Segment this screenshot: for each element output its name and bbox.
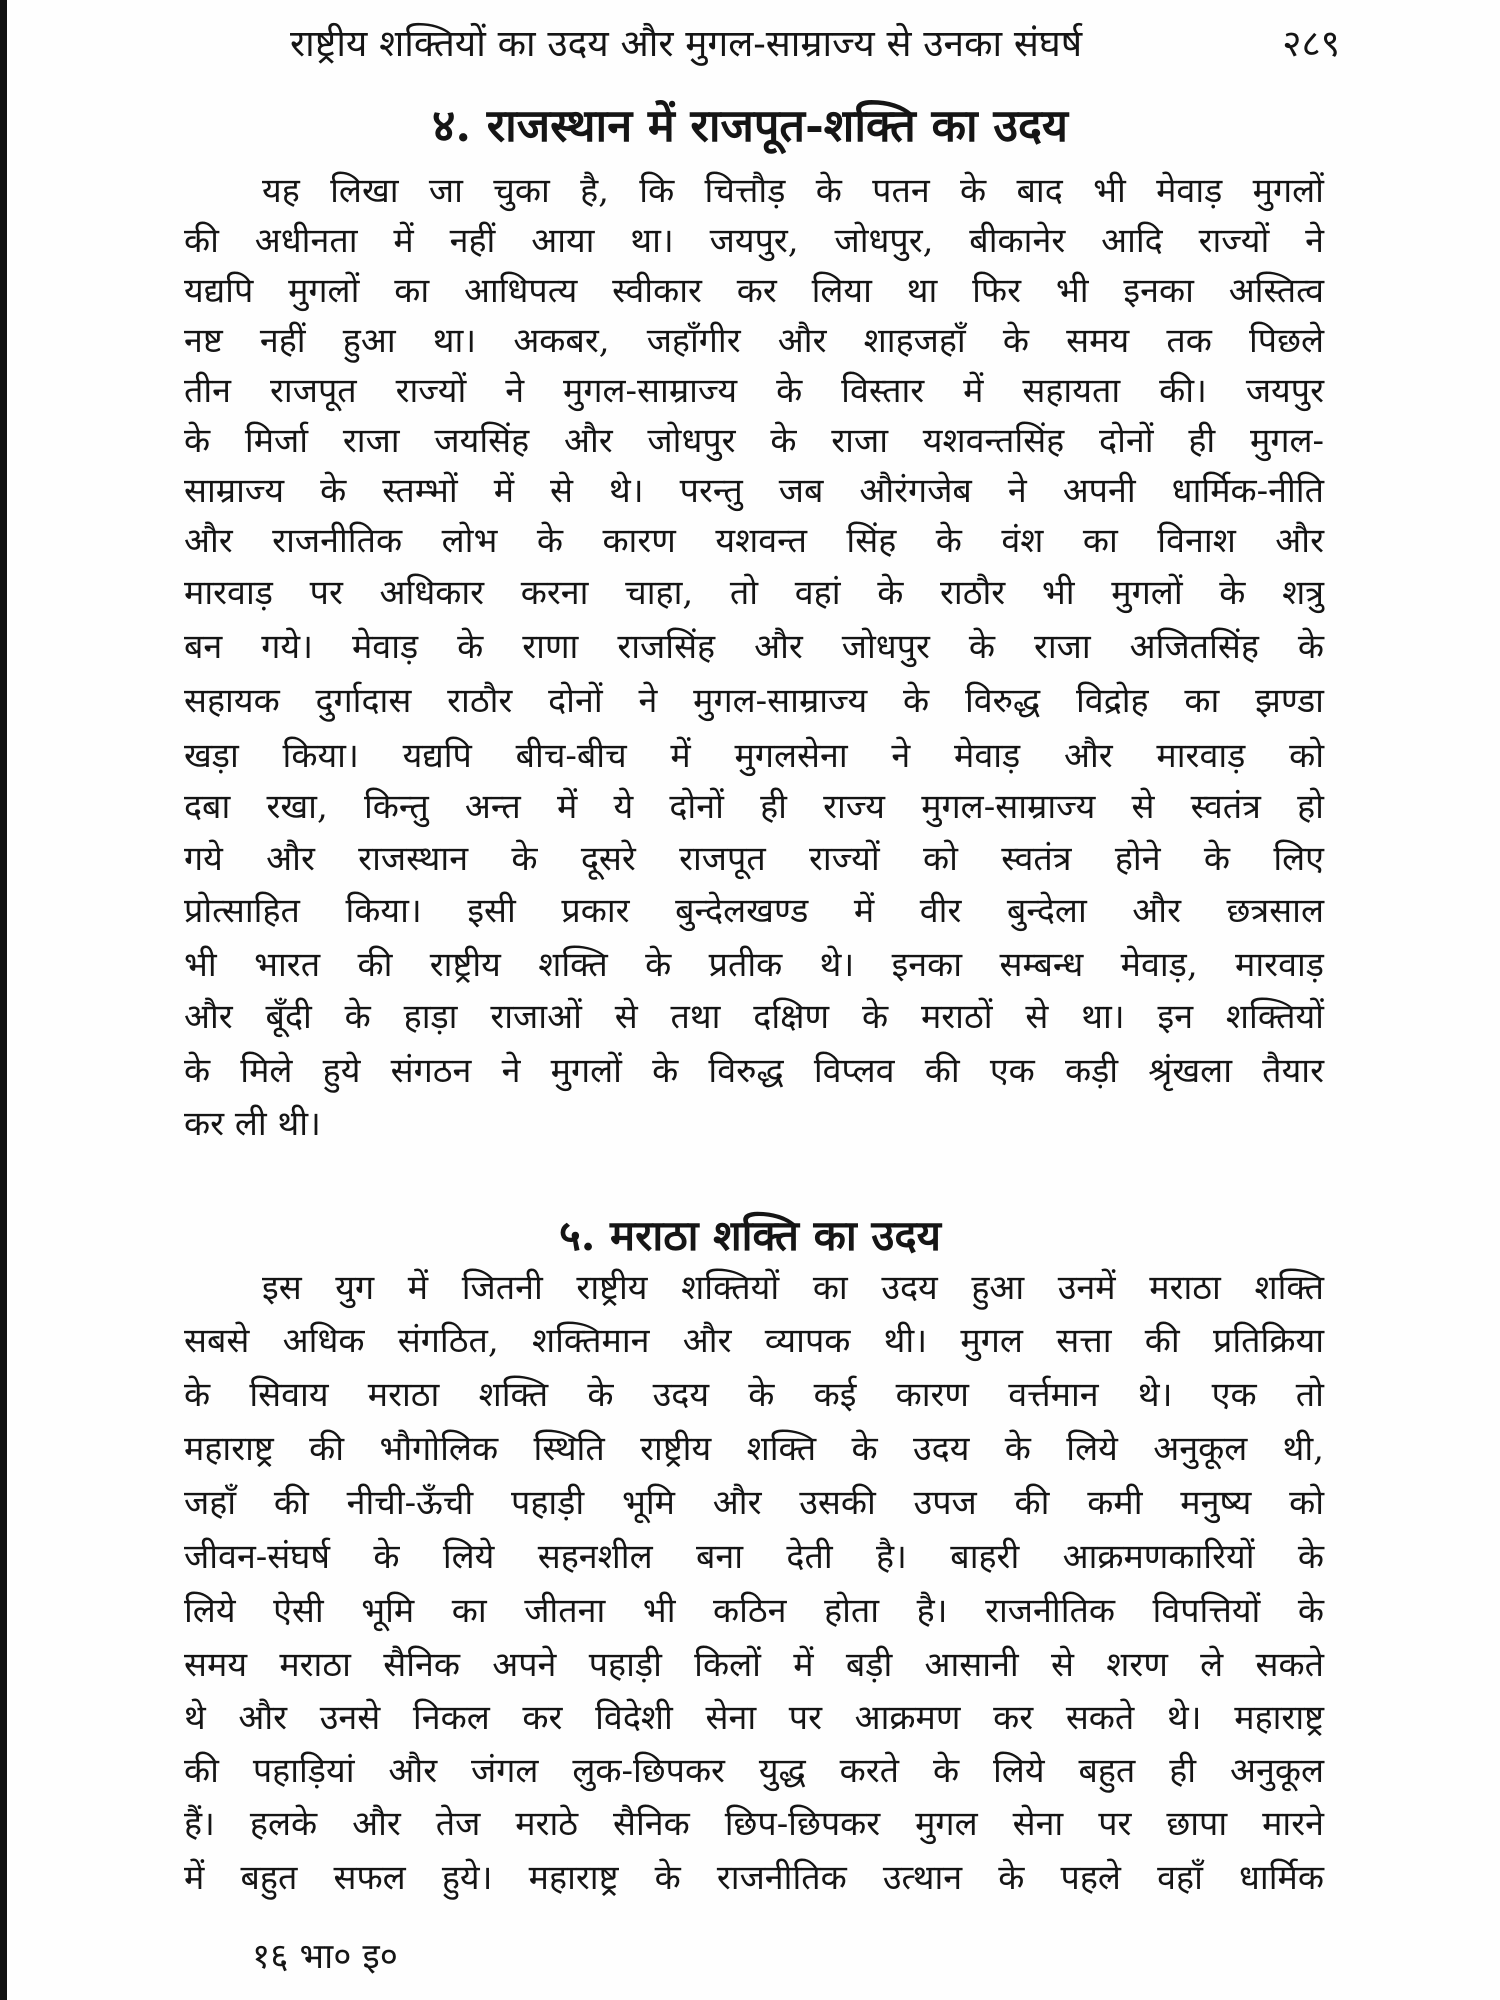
paragraph-line: लिये ऐसी भूमि का जीतना भी कठिन होता है। राजनीतिक विपत्तियों के xyxy=(184,1591,1324,1631)
paragraph-line: जहाँ की नीची-ऊँची पहाड़ी भूमि और उसकी उपज की कमी मनुष्य को xyxy=(184,1483,1324,1523)
paragraph-line: के मिर्जा राजा जयसिंह और जोधपुर के राजा यशवन्तसिंह दोनों ही मुगल- xyxy=(184,421,1324,461)
paragraph-line: यह लिखा जा चुका है, कि चित्तौड़ के पतन के बाद भी मेवाड़ मुगलों xyxy=(262,171,1324,211)
paragraph-line: थे और उनसे निकल कर विदेशी सेना पर आक्रमण कर सकते थे। महाराष्ट्र xyxy=(184,1698,1324,1738)
paragraph-line: मारवाड़ पर अधिकार करना चाहा, तो वहां के राठौर भी मुगलों के शत्रु xyxy=(184,573,1324,613)
paragraph-line: के मिले हुये संगठन ने मुगलों के विरुद्ध विप्लव की एक कड़ी श्रृंखला तैयार xyxy=(184,1051,1324,1091)
paragraph-line: प्रोत्साहित किया। इसी प्रकार बुन्देलखण्ड में वीर बुन्देला और छत्रसाल xyxy=(184,891,1324,931)
paragraph-line: साम्राज्य के स्तम्भों में से थे। परन्तु जब औरंगजेब ने अपनी धार्मिक-नीति xyxy=(184,471,1324,511)
paragraph-line: गये और राजस्थान के दूसरे राजपूत राज्यों को स्वतंत्र होने के लिए xyxy=(184,839,1324,879)
paragraph-line: सबसे अधिक संगठित, शक्तिमान और व्यापक थी। मुगल सत्ता की प्रतिक्रिया xyxy=(184,1321,1324,1361)
footer-signature: १६ भा० इ० xyxy=(252,1937,398,1977)
paragraph-line: हैं। हलके और तेज मराठे सैनिक छिप-छिपकर मुगल सेना पर छापा मारने xyxy=(184,1804,1324,1844)
paragraph-line: बन गये। मेवाड़ के राणा राजसिंह और जोधपुर के राजा अजितसिंह के xyxy=(184,627,1324,667)
running-header xyxy=(290,14,1340,74)
paragraph-line: और बूँदी के हाड़ा राजाओं से तथा दक्षिण के मराठों से था। इन शक्तियों xyxy=(184,997,1324,1037)
paragraph-line: कर ली थी। xyxy=(184,1104,321,1144)
paragraph-line: समय मराठा सैनिक अपने पहाड़ी किलों में बड़ी आसानी से शरण ले सकते xyxy=(184,1645,1324,1685)
paragraph-line: इस युग में जितनी राष्ट्रीय शक्तियों का उदय हुआ उनमें मराठा शक्ति xyxy=(262,1268,1324,1308)
paragraph-line: खड़ा किया। यद्यपि बीच-बीच में मुगलसेना ने मेवाड़ और मारवाड़ को xyxy=(184,736,1324,776)
paragraph-line: में बहुत सफल हुये। महाराष्ट्र के राजनीतिक उत्थान के पहले वहाँ धार्मिक xyxy=(184,1858,1324,1898)
paragraph-line: दबा रखा, किन्तु अन्त में ये दोनों ही राज्य मुगल-साम्राज्य से स्वतंत्र हो xyxy=(184,787,1324,827)
section-heading-rajput: ४. राजस्थान में राजपूत-शक्ति का उदय xyxy=(432,99,1068,152)
paragraph-line: भी भारत की राष्ट्रीय शक्ति के प्रतीक थे। इनका सम्बन्ध मेवाड़, मारवाड़ xyxy=(184,945,1324,985)
page-edge-shadow xyxy=(0,0,7,2000)
running-title: राष्ट्रीय शक्तियों का उदय और मुगल-साम्राज्य से उनका संघर्ष xyxy=(290,22,1083,65)
paragraph-line: की अधीनता में नहीं आया था। जयपुर, जोधपुर, बीकानेर आदि राज्यों ने xyxy=(184,221,1324,261)
paragraph-line: और राजनीतिक लोभ के कारण यशवन्त सिंह के वंश का विनाश और xyxy=(184,521,1324,561)
paragraph-line: के सिवाय मराठा शक्ति के उदय के कई कारण वर्त्तमान थे। एक तो xyxy=(184,1375,1324,1415)
paragraph-line: तीन राजपूत राज्यों ने मुगल-साम्राज्य के विस्तार में सहायता की। जयपुर xyxy=(184,371,1324,411)
paragraph-line: सहायक दुर्गादास राठौर दोनों ने मुगल-साम्राज्य के विरुद्ध विद्रोह का झण्डा xyxy=(184,681,1324,721)
paragraph-line: महाराष्ट्र की भौगोलिक स्थिति राष्ट्रीय शक्ति के उदय के लिये अनुकूल थी, xyxy=(184,1429,1324,1469)
paragraph-line: नष्ट नहीं हुआ था। अकबर, जहाँगीर और शाहजहाँ के समय तक पिछले xyxy=(184,321,1324,361)
page-number: २८९ xyxy=(1282,22,1340,65)
paragraph-line: जीवन-संघर्ष के लिये सहनशील बना देती है। बाहरी आक्रमणकारियों के xyxy=(184,1537,1324,1577)
paragraph-line: की पहाड़ियां और जंगल लुक-छिपकर युद्ध करते के लिये बहुत ही अनुकूल xyxy=(184,1751,1324,1791)
section-heading-maratha: ५. मराठा शक्ति का उदय xyxy=(558,1211,942,1260)
paragraph-line: यद्यपि मुगलों का आधिपत्य स्वीकार कर लिया था फिर भी इनका अस्तित्व xyxy=(184,271,1324,311)
